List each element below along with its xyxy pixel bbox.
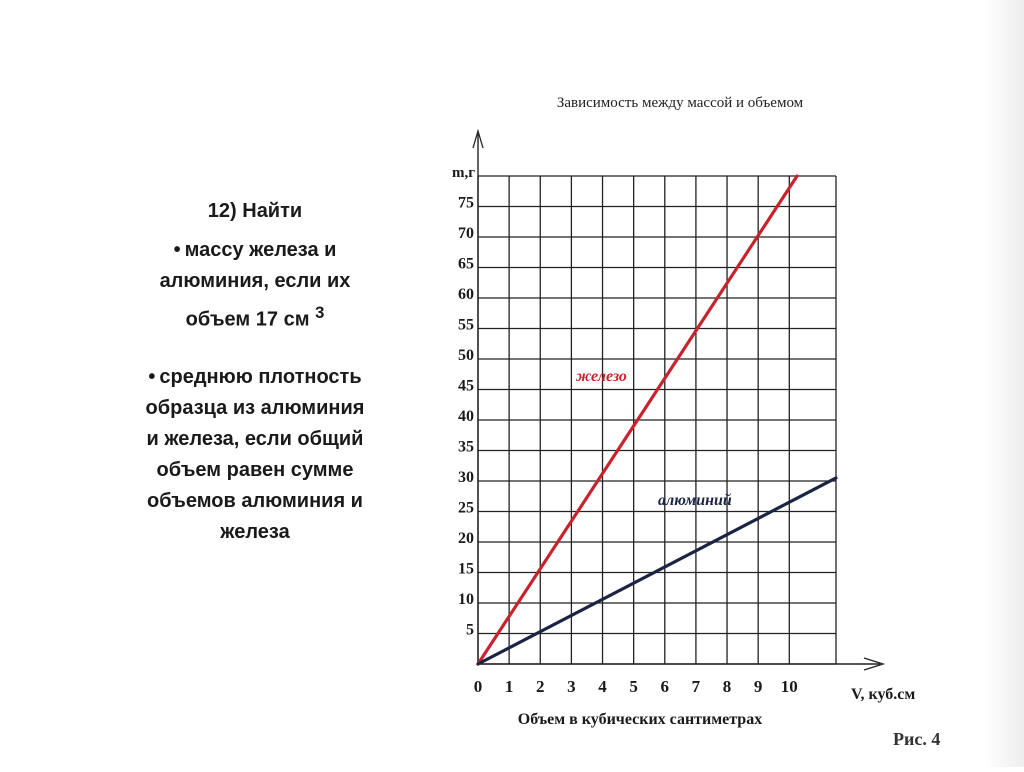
y-tick-label: 25 — [458, 499, 474, 517]
y-tick-label: 30 — [458, 469, 474, 486]
x-tick-label: 4 — [598, 677, 607, 696]
y-tick-label: 75 — [458, 194, 474, 212]
bullet-icon: • — [173, 239, 181, 261]
task-item-density-line-3: и железа, если общий — [146, 427, 364, 450]
task-item-density-line-6: железа — [220, 520, 290, 543]
y-tick-label: 45 — [458, 377, 474, 395]
x-tick-label: 10 — [780, 677, 798, 696]
x-tick-label: 3 — [567, 677, 576, 696]
y-tick-label: 10 — [458, 591, 474, 608]
x-tick-label: 6 — [660, 677, 670, 696]
y-axis-label: m,г — [452, 165, 476, 181]
y-tick-label: 20 — [458, 530, 474, 547]
x-tick-label: 1 — [504, 677, 514, 696]
figure-label: Рис. 4 — [893, 729, 941, 749]
series-label-aluminum: алюминий — [658, 492, 732, 509]
task-item-density-line-4: объем равен сумме — [156, 458, 354, 481]
x-tick-label: 9 — [753, 677, 763, 696]
x-axis-caption: Объем в кубических сантиметрах — [517, 711, 763, 728]
cube-superscript: 3 — [315, 303, 325, 322]
task-item-mass-line-2: алюминия, если их — [159, 270, 351, 292]
series-line-aluminum — [478, 478, 836, 664]
y-tick-label: 5 — [466, 621, 474, 639]
y-tick-label: 65 — [458, 255, 474, 273]
mass-line-3-text: объем 17 см — [185, 308, 310, 331]
y-tick-label: 40 — [458, 408, 474, 425]
x-tick-label: 8 — [722, 677, 732, 696]
x-axis-label: V, куб.см — [851, 686, 916, 703]
x-tick-label: 7 — [691, 677, 701, 696]
y-tick-label: 70 — [458, 225, 474, 242]
task-item-density-line-2: образца из алюминия — [145, 396, 365, 419]
x-tick-label: 5 — [629, 677, 638, 696]
y-tick-label: 60 — [458, 286, 474, 303]
task-heading: 12) Найти — [207, 200, 303, 222]
x-tick-label: 2 — [536, 677, 545, 696]
mass-line-1-text: массу железа и — [184, 239, 337, 261]
density-line-1-text: среднюю плотность — [159, 365, 362, 388]
y-tick-label: 15 — [458, 560, 474, 578]
y-tick-label: 50 — [458, 347, 474, 364]
task-item-density-line-5: объемов алюминия и — [147, 489, 363, 512]
chart-title: Зависимость между массой и объемом — [556, 95, 804, 111]
series-label-iron: железо — [576, 368, 627, 385]
y-tick-label: 35 — [458, 438, 474, 456]
bullet-icon: • — [148, 365, 156, 388]
x-tick-label: 0 — [473, 677, 483, 696]
y-tick-label: 55 — [458, 316, 474, 334]
